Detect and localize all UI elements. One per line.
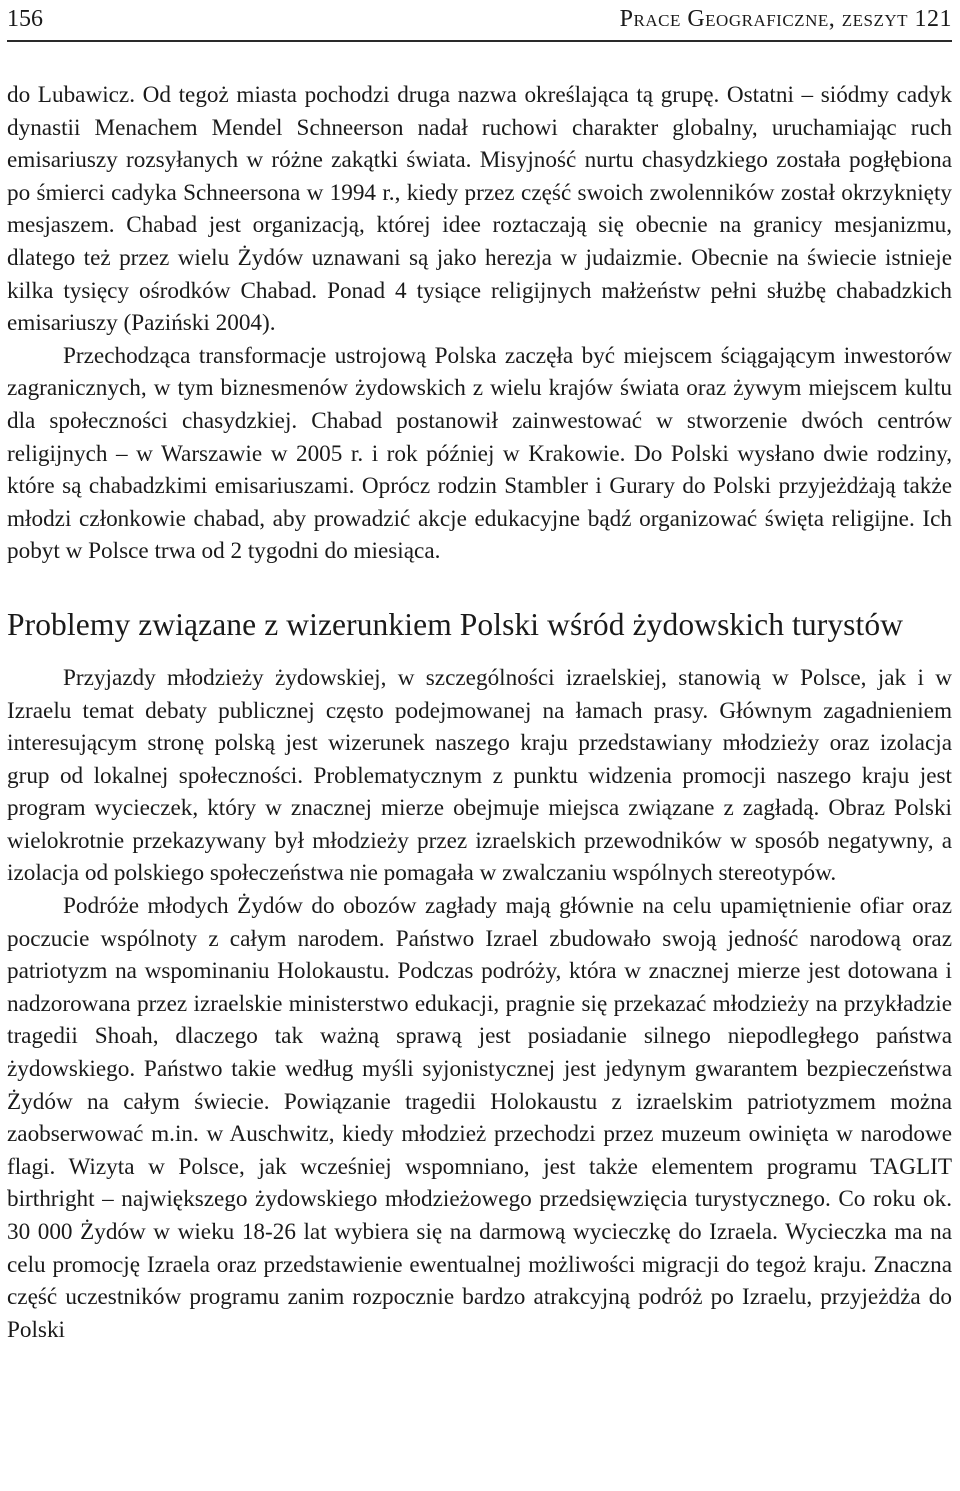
- section-text: [7, 662, 952, 1346]
- journal-title: Prace Geograficzne, zeszyt 121: [619, 6, 952, 32]
- paragraph-continuation: do Lubawicz. Od tegoż miasta pochodzi druga nazwa określająca tą grupę. Ostatni – siódmy cadyk dynastii Menachem Mendel Schneerson nadał ruchowi charakter globalny, uruchamiając ruch emisariuszy rozsyłanych w różne zakątki świata. Misyjność nurtu chasydzkiego została pogłębiona po śmierci cadyka Schneersona w 1994 r., kiedy przez część swoich zwolenników został okrzyknięty mesjaszem. Chabad jest organizacją, której idee roztaczają się obecnie na granicy mesjanizmu, dlatego też przez wielu Żydów uznawani są jako herezja w judaizmie. Obecnie na świecie istnieje kilka tysięcy ośrodków Chabad. Ponad 4 tysiące religijnych małżeństw pełni służbę chabadzkich emisariuszy (Paziński 2004).: [7, 82, 952, 337]
- header-rule: [7, 40, 952, 42]
- paragraph: Podróże młodych Żydów do obozów zagłady mają głównie na celu upamiętnienie ofiar oraz poczucie wspólnoty z całym narodem. Państwo Izrael zbudowało swoją jedność narodową oraz patriotyzm na wspominaniu Holokaustu. Podczas podróży, która w znacznej mierze jest dotowana i nadzorowana przez izraelskie ministerstwo edukacji, pragnie się przekazać młodzieży na przykładzie tragedii Shoah, dlaczego tak ważną sprawą jest posiadanie silnego niepodległego państwa żydowskiego. Państwo takie według myśli syjonistycznej jest jedynym gwarantem bezpieczeństwa Żydów na całym świecie. Powiązanie tragedii Holokaustu z izraelskim patriotyzmem można zaobserwować m.in. w Auschwitz, kiedy młodzież przechodzi przez muzeum owinięta w narodowe flagi. Wizyta w Polsce, jak wcześniej wspomniano, jest także elementem programu TAGLIT birthright – największego żydowskiego młodzieżowego przedsięwzięcia turystycznego. Co roku ok. 30 000 Żydów w wieku 18-26 lat wybiera się na darmową wycieczkę do Izraela. Wycieczka ma na celu promocję Izraela oraz przedstawienie ewentualnej możliwości migracji do tegoż kraju. Znaczna część uczestników programu zanim rozpocznie bardzo atrakcyjną podróż po Izraelu, przyjeżdża do Polski: [7, 893, 952, 1343]
- section-heading: Problemy związane z wizerunkiem Polski wśród żydowskich turystów: [7, 606, 904, 642]
- intro-text: [7, 79, 952, 568]
- running-header: [7, 0, 952, 40]
- paragraph: Przyjazdy młodzieży żydowskiej, w szczególności izraelskiej, stanowią w Polsce, jak i w Izraelu temat debaty publicznej często podejmowanej na łamach prasy. Głównym zagadnieniem interesującym stronę polską jest wizerunek naszego kraju przedstawiany młodzieży oraz izolacja grup od lokalnej społeczności. Problematycznym z punktu widzenia promocji naszego kraju jest program wycieczek, który w znacznej mierze obejmuje miejsca związane z zagładą. Obraz Polski wielokrotnie przekazywany był młodzieży przez izraelskich przewodników w sposób negatywny, a izolacja od polskiego społeczeństwa nie pomagała w zwalczaniu wspólnych stereotypów.: [7, 664, 952, 887]
- paragraph: Przechodząca transformacje ustrojową Polska zaczęła być miejscem ściągającym inwestorów zagranicznych, w tym biznesmenów żydowskich z wielu krajów świata oraz żywym miejscem kultu dla społeczności chasydzkiej. Chabad postanowił zainwestować w stworzenie dwóch centrów religijnych – w Warszawie w 2005 r. i rok później w Krakowie. Do Polski wysłano dwie rodziny, które są chabadzkimi emisariuszami. Oprócz rodzin Stambler i Gurary do Polski przyjeżdżają także młodzi członkowie chabad, aby prowadzić akcje edukacyjne bądź organizować święta religijne. Ich pobyt w Polsce trwa od 2 tygodni do miesiąca.: [7, 342, 952, 565]
- page-number: 156: [7, 6, 43, 32]
